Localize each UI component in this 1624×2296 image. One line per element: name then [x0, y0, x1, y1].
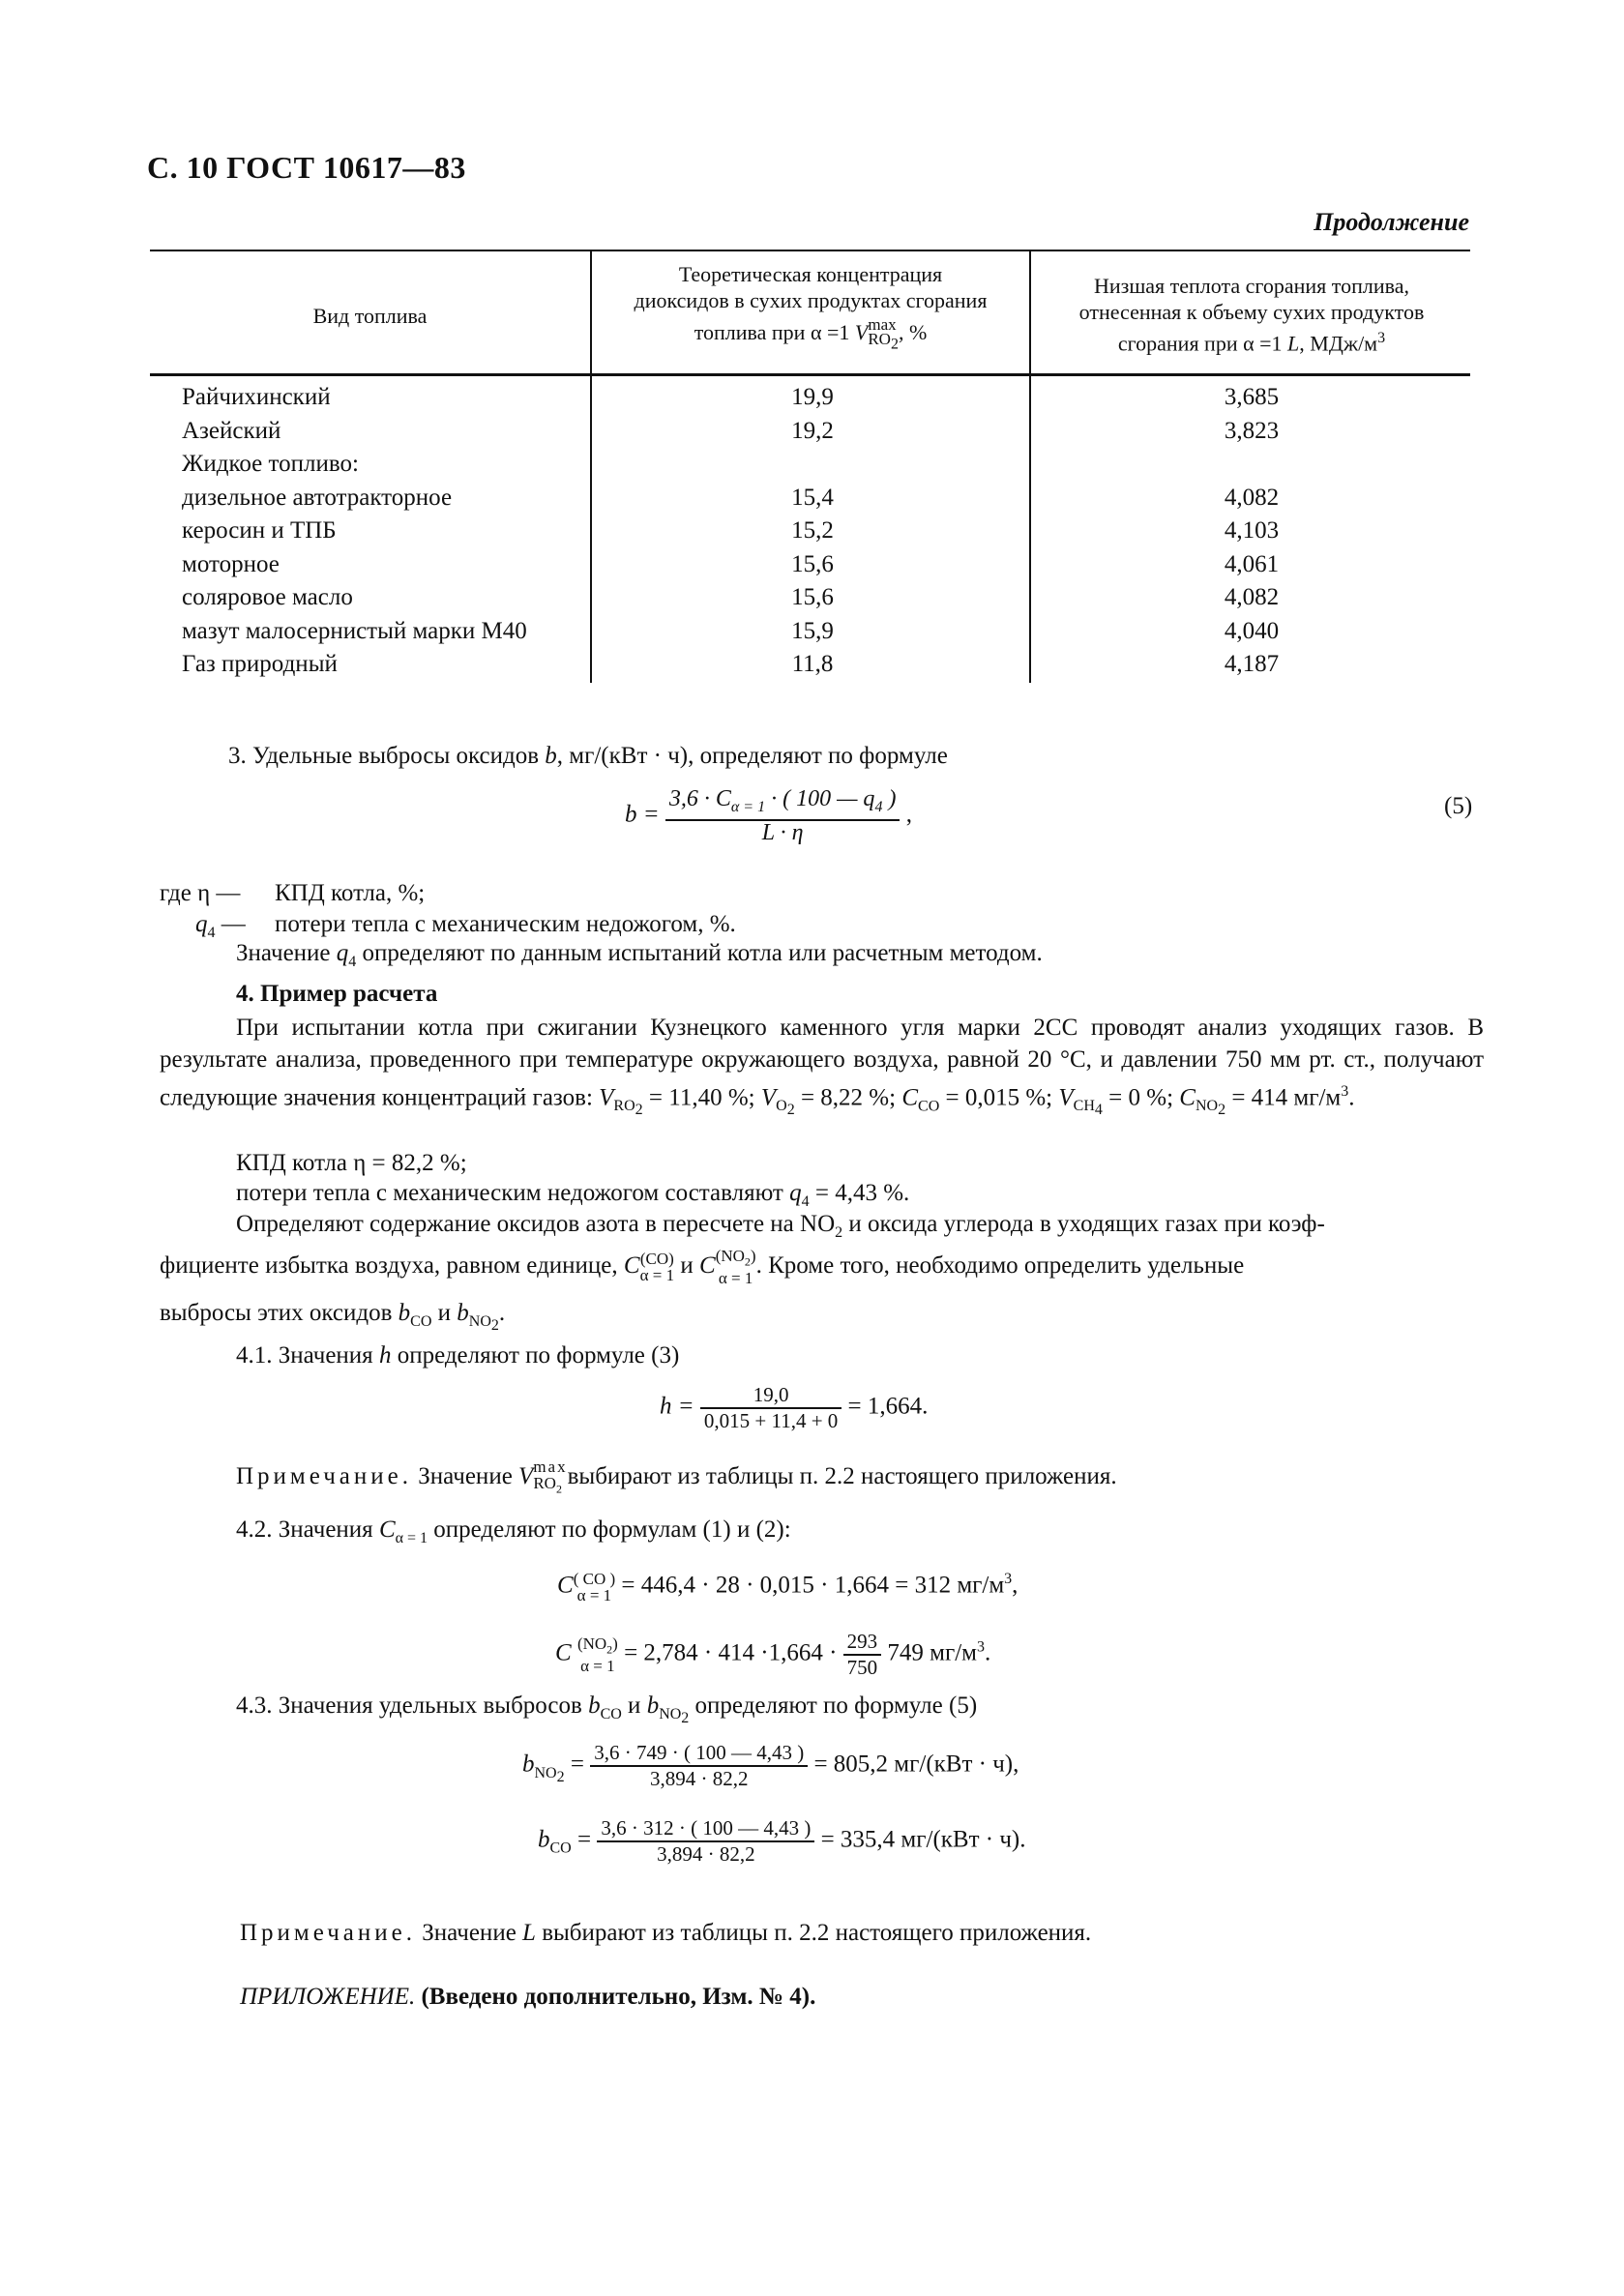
table-cell-heat: 4,061: [1224, 551, 1280, 577]
table-cell-concentration: 15,6: [791, 551, 834, 577]
s43-bco: b: [588, 1693, 601, 1719]
table-cell-heat: 4,040: [1224, 618, 1280, 644]
table-cell-heat: 4,187: [1224, 651, 1280, 677]
where-q4-text: потери тепла с механическим недожогом, %.: [275, 911, 736, 937]
cno2-numerator: 293: [843, 1630, 882, 1656]
header-conc-line2: диоксидов в сухих продуктах сгорания: [634, 288, 988, 312]
formula-c-co: [557, 1564, 1018, 1604]
note2-label: Примечание.: [240, 1920, 417, 1946]
table-cell-fuel: Азейский: [182, 418, 281, 444]
p2-c1-indices: [640, 1251, 675, 1283]
cno2-denominator: 750: [846, 1656, 878, 1679]
formula-5: [625, 787, 912, 845]
p2-c2-sub: α = 1: [718, 1269, 753, 1288]
note1-sup: max: [533, 1457, 568, 1476]
table-cell-fuel: соляровое масло: [182, 584, 353, 610]
note1-text: выбирают из таблицы п. 2.2 настоящего приложения.: [567, 1462, 1117, 1489]
table-cell-fuel: дизельное автотракторное: [182, 485, 453, 511]
note1-indices: [533, 1458, 567, 1497]
bno2-rhs: = 805,2 мг/(кВт · ч),: [808, 1751, 1019, 1778]
p2-line1-sub: 2: [835, 1224, 843, 1241]
p1-vch4: V: [1058, 1084, 1074, 1111]
p2-c1: C: [623, 1251, 640, 1279]
q4-note-sub: 4: [348, 954, 357, 970]
s43-text: 4.3. Значения удельных выбросов: [236, 1693, 589, 1719]
formula5-num-a: 3,6 · C: [668, 786, 731, 811]
table-cell-heat: 4,082: [1224, 485, 1280, 511]
s41-text: 4.1. Значения: [236, 1342, 379, 1369]
p1-cno2-sup: 3: [1341, 1083, 1349, 1100]
section3-prefix: 3. Удельные выбросы оксидов: [228, 743, 546, 769]
cco-indices: [574, 1571, 615, 1604]
p2-c2-sup: (NO: [715, 1247, 745, 1265]
cco-sub: α = 1: [576, 1585, 612, 1604]
p2-and2: и: [431, 1300, 458, 1326]
cco-sup: ( CO ): [573, 1569, 616, 1588]
appendix-footer: [240, 1982, 815, 2013]
header-conc-prefix: топлива при α =1: [694, 319, 855, 344]
s42-text: 4.2. Значения: [236, 1516, 379, 1543]
s43-intro: [236, 1691, 977, 1734]
section3-suffix: , мг/(кВт · ч), определяют по формуле: [556, 743, 948, 769]
table-cell-heat: 4,103: [1224, 517, 1280, 544]
p1-vo2-val: = 8,22 %;: [794, 1084, 897, 1111]
p2-c1-sub: α = 1: [639, 1266, 675, 1285]
header-fuel-type: Вид топлива: [312, 304, 428, 328]
header-heat: [1031, 273, 1472, 356]
table-cell-heat: 3,823: [1224, 418, 1280, 444]
p1-vo2: V: [760, 1084, 777, 1111]
cno2-end: 749 мг/м: [881, 1639, 977, 1666]
p2-line2: [160, 1248, 1244, 1286]
p1-vro2-val: = 11,40 %;: [642, 1084, 761, 1111]
note2: [240, 1918, 1091, 1949]
q4-note-suffix: определяют по данным испытаний котла или расчетным методом.: [356, 940, 1043, 966]
table-cell-concentration: 19,9: [791, 384, 834, 410]
p2-line3-end: .: [498, 1300, 506, 1326]
where-q4-dash: —: [215, 911, 246, 937]
header-conc-symbol: V: [854, 319, 869, 344]
s41-text-end: определяют по формуле (3): [391, 1342, 680, 1369]
table-cell-concentration: 19,2: [791, 418, 834, 444]
q4-note: [236, 938, 1043, 978]
section3-var-b: b: [545, 743, 557, 769]
p1-vch4-sub2: 4: [1094, 1102, 1103, 1119]
p2-c2-indices: [716, 1248, 756, 1286]
p1-vo2-sub2: 2: [786, 1102, 795, 1119]
table-cell-heat: [1031, 448, 1472, 481]
p2-bno2: b: [457, 1300, 469, 1326]
p2-line2-end: . Кроме того, необходимо определить удельные: [755, 1251, 1245, 1279]
loss-val: = 4,43 %.: [809, 1180, 910, 1206]
header-heat-unit: , МДж/м: [1299, 331, 1378, 356]
cno2-period: .: [985, 1639, 991, 1666]
cno2-sup-end: ): [612, 1634, 618, 1653]
h-rhs: = 1,664.: [842, 1393, 929, 1420]
bno2-fraction: [590, 1741, 808, 1791]
note1-label: Примечание.: [236, 1462, 413, 1489]
header-heat-symbol: L: [1287, 331, 1300, 356]
h-numerator: 19,0: [700, 1383, 842, 1409]
bco-sub: CO: [549, 1840, 572, 1857]
s43-bno2-sub2: 2: [681, 1710, 690, 1727]
bco-eq: =: [571, 1826, 592, 1853]
table-cell-concentration: 15,6: [791, 584, 834, 610]
p2-c1-sup: (CO): [639, 1250, 674, 1269]
p1-vch4-sub: CH: [1073, 1098, 1095, 1115]
table-cell-fuel: керосин и ТПБ: [182, 517, 337, 544]
formula-c-no2: [555, 1630, 990, 1680]
p2-line3: [160, 1298, 505, 1341]
p2-bno2-sub: NO: [468, 1313, 491, 1330]
section4-paragraph1: [160, 1012, 1484, 1127]
table-cell-concentration: 15,9: [791, 618, 834, 644]
table-cell-concentration: [592, 448, 1033, 481]
footer-italic: ПРИЛОЖЕНИЕ.: [240, 1984, 416, 2010]
table-cell-heat: 4,082: [1224, 584, 1280, 610]
cco-end: ,: [1012, 1572, 1019, 1599]
table-cell-fuel: Газ природный: [182, 651, 338, 677]
where-q4-sub: 4: [207, 925, 216, 941]
bco-symbol: b: [538, 1826, 550, 1853]
note1-prefix: Значение: [412, 1462, 519, 1489]
formula5-numerator: [665, 787, 901, 821]
p2-c2-sup-sub: 2: [744, 1254, 751, 1269]
formula-b-co: [538, 1816, 1026, 1867]
loss-var: q: [789, 1180, 802, 1206]
s42-text-end: определяют по формулам (1) и (2):: [428, 1516, 791, 1543]
p2-line1: [236, 1209, 1484, 1249]
bco-denominator: 3,894 · 82,2: [657, 1842, 755, 1866]
s42-sub: α = 1: [395, 1530, 428, 1546]
p1-cno2: C: [1179, 1084, 1196, 1111]
note2-text: выбирают из таблицы п. 2.2 настоящего приложения.: [535, 1920, 1092, 1946]
formula5-num-sub: α = 1: [730, 798, 766, 815]
table-cell-concentration: 11,8: [791, 651, 834, 677]
note1-sub: RO: [533, 1474, 556, 1492]
section3-intro: [228, 741, 948, 772]
bno2-eq: =: [564, 1751, 584, 1778]
formula5-denominator: L · η: [761, 819, 804, 845]
continuation-label: Продолжение: [1314, 208, 1469, 236]
header-conc-unit: , %: [898, 319, 928, 344]
p2-line1-text: Определяют содержание оксидов азота в пересчете на NO: [236, 1211, 836, 1237]
p1-text: При испытании котла при сжигании Кузнецкого каменного угля марки 2СС проводят анализ уходящих газов. В результате анализа, проведенного при температуре окружающего воздуха, равной 20 °С, и давлении 750 мм рт. ст., получают следующие значения концентраций газов:: [160, 1015, 1484, 1111]
note1-var: V: [518, 1462, 534, 1489]
s43-bno2-sub: NO: [659, 1706, 682, 1722]
p1-vro2: V: [599, 1084, 614, 1111]
page-header: С. 10 ГОСТ 10617—83: [147, 150, 466, 185]
note1: [236, 1458, 1117, 1497]
p1-vo2-sub: O: [776, 1098, 787, 1115]
p1-cno2-sub2: 2: [1218, 1102, 1226, 1119]
p2-and: и: [674, 1251, 699, 1279]
header-conc-sub2: 2: [890, 336, 899, 353]
s42-intro: [236, 1515, 791, 1554]
table-cell-concentration: 15,2: [791, 517, 834, 544]
cno2-sup: (NO: [576, 1634, 607, 1653]
note1-sub2: 2: [555, 1482, 562, 1496]
note2-prefix: Значение: [416, 1920, 523, 1946]
efficiency-line: КПД котла η = 82,2 %;: [236, 1150, 467, 1176]
table-cell-fuel: мазут малосернистый марки М40: [182, 618, 527, 644]
where-eta-text: КПД котла, %;: [275, 880, 426, 906]
q4-note-prefix: Значение: [236, 940, 337, 966]
header-conc-line3: [592, 317, 1029, 351]
s42-var: C: [378, 1516, 396, 1543]
p1-vro2-sub: RO: [613, 1098, 635, 1115]
bno2-sub: NO: [534, 1764, 557, 1781]
cno2-sup-sub: 2: [606, 1642, 613, 1657]
s41-intro: [236, 1340, 679, 1371]
formula5-num-rest: · ( 100 — q: [765, 786, 875, 811]
formula-h: [660, 1383, 928, 1433]
p1-end: .: [1348, 1084, 1355, 1111]
s43-bco-sub: CO: [600, 1706, 622, 1722]
header-concentration: [592, 261, 1029, 351]
p1-cco-sub: CO: [918, 1098, 940, 1115]
table-cell-fuel: Райчихинский: [182, 384, 331, 410]
cno2-indices: [577, 1635, 618, 1674]
p2-line1-end: и оксида углерода в уходящих газах при коэф-: [842, 1211, 1325, 1237]
table-top-rule: [150, 250, 1470, 251]
s43-and: и: [621, 1693, 647, 1719]
table-cell-fuel: Жидкое топливо:: [182, 451, 359, 477]
header-heat-prefix: сгорания при α =1: [1117, 331, 1288, 356]
header-heat-sup: 3: [1377, 330, 1386, 346]
cno2-rhs: = 2,784 · 414 ·1,664 ·: [617, 1639, 843, 1666]
table-cell-fuel: моторное: [182, 551, 280, 577]
header-conc-sub: RO: [868, 330, 891, 348]
h-lhs: h =: [660, 1393, 694, 1420]
header-conc-sup: max: [868, 315, 897, 334]
bno2-numerator: 3,6 · 749 · ( 100 — 4,43 ): [590, 1741, 808, 1767]
p1-vro2-sub2: 2: [635, 1102, 643, 1119]
bno2-denominator: 3,894 · 82,2: [649, 1767, 749, 1790]
header-conc-indices: [868, 317, 899, 351]
formula5-fraction: [665, 787, 901, 845]
cno2-unit-sup: 3: [977, 1638, 985, 1656]
h-denominator: 0,015 + 11,4 + 0: [703, 1409, 839, 1432]
p2-bco-sub: CO: [410, 1313, 432, 1330]
p2-line2-prefix: фициенте избытка воздуха, равном единице,: [160, 1251, 624, 1279]
cno2-fraction: [843, 1630, 882, 1680]
loss-prefix: потери тепла с механическим недожогом составляют: [236, 1180, 790, 1206]
p1-cco: C: [901, 1084, 919, 1111]
bno2-sub2: 2: [556, 1768, 565, 1785]
p1-cco-val: = 0,015 %;: [939, 1084, 1059, 1111]
p2-c2-sup-end: ): [750, 1247, 756, 1265]
h-fraction: [700, 1383, 842, 1433]
note2-var: L: [522, 1920, 536, 1946]
p1-cno2-sub: NO: [1195, 1098, 1219, 1115]
s43-bno2: b: [646, 1693, 660, 1719]
bco-fraction: [597, 1816, 814, 1867]
section4-title: 4. Пример расчета: [236, 981, 438, 1007]
header-heat-line3: [1031, 325, 1472, 356]
where-q4-var: q: [195, 911, 208, 937]
p1-cno2-val: = 414 мг/м: [1225, 1084, 1342, 1111]
p2-c2: C: [699, 1251, 716, 1279]
table-cell-heat: 3,685: [1224, 384, 1280, 410]
footer-bold: (Введено дополнительно, Изм. № 4).: [415, 1984, 816, 2010]
bco-rhs: = 335,4 мг/(кВт · ч).: [814, 1826, 1026, 1853]
table-header-rule: [150, 373, 1470, 376]
bco-numerator: 3,6 · 312 · ( 100 — 4,43 ): [597, 1816, 814, 1842]
loss-sub: 4: [801, 1193, 810, 1210]
cco-rhs: = 446,4 · 28 · 0,015 · 1,664 = 312 мг/м: [615, 1572, 1005, 1599]
formula5-comma: ,: [905, 801, 912, 828]
formula5-num-qsub: 4: [874, 798, 883, 815]
cco-unit-sup: 3: [1004, 1571, 1013, 1587]
p2-bco: b: [398, 1300, 411, 1326]
p1-vch4-val: = 0 %;: [1102, 1084, 1180, 1111]
formula5-num-end: ): [882, 786, 897, 811]
header-heat-line2: отнесенная к объему сухих продуктов: [1078, 300, 1425, 324]
formula-b-no2: [522, 1741, 1019, 1793]
where-eta-label: где η —: [160, 880, 241, 906]
p2-line3-prefix: выбросы этих оксидов: [160, 1300, 399, 1326]
table-cell-concentration: 15,4: [791, 485, 834, 511]
q4-note-var: q: [336, 940, 349, 966]
cno2-symbol: C: [555, 1639, 572, 1666]
header-heat-line1: Низшая теплота сгорания топлива,: [1093, 274, 1410, 298]
header-conc-line1: Теоретическая концентрация: [678, 262, 943, 286]
s43-text-end: определяют по формуле (5): [689, 1693, 978, 1719]
cco-symbol: C: [557, 1572, 574, 1599]
formula5-lhs: b =: [625, 801, 660, 828]
p2-bno2-sub2: 2: [490, 1317, 499, 1335]
bno2-symbol: b: [522, 1751, 535, 1778]
formula5-number: (5): [1444, 793, 1473, 819]
cno2-sub: α = 1: [580, 1657, 615, 1676]
s41-var: h: [378, 1342, 392, 1369]
